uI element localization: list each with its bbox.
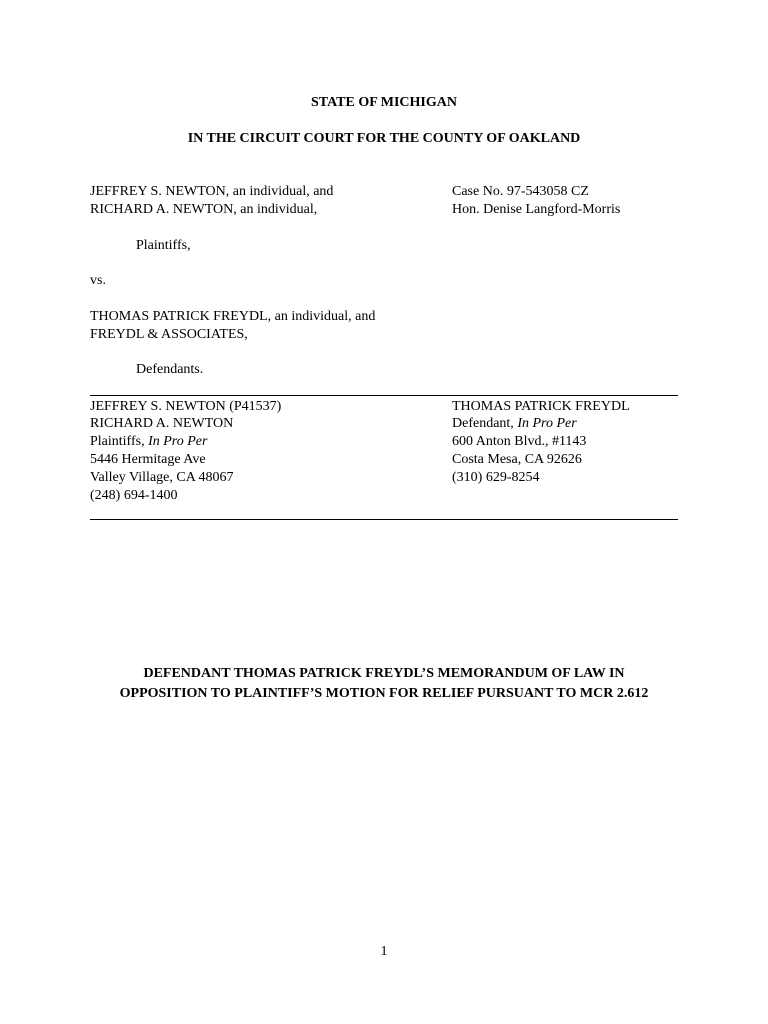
- state-heading: STATE OF MICHIGAN: [311, 95, 457, 110]
- memorandum-title-line-2: OPPOSITION TO PLAINTIFF’S MOTION FOR RELIEF PURSUANT TO MCR 2.612: [119, 686, 649, 701]
- plaintiff-address-2: Valley Village, CA 48067: [90, 470, 234, 485]
- plaintiff-role-italic: In Pro Per: [148, 434, 208, 449]
- plaintiff-role-prefix: Plaintiffs,: [90, 434, 149, 449]
- plaintiff-counsel-role: [90, 433, 207, 451]
- defendant-role-prefix: Defendant,: [452, 416, 518, 431]
- defendant-role-italic: In Pro Per: [517, 416, 577, 431]
- plaintiff-counsel-name-1: JEFFREY S. NEWTON (P41537): [90, 399, 282, 414]
- plaintiff-line-2: RICHARD A. NEWTON, an individual,: [90, 202, 318, 217]
- defendant-line-1: THOMAS PATRICK FREYDL, an individual, and: [90, 309, 376, 324]
- memorandum-title: [60, 664, 708, 704]
- plaintiff-address-1: 5446 Hermitage Ave: [90, 452, 206, 467]
- defendant-phone: (310) 629-8254: [452, 470, 540, 485]
- judge-name: Hon. Denise Langford-Morris: [452, 202, 621, 217]
- defendant-address-1: 600 Anton Blvd., #1143: [452, 434, 587, 449]
- plaintiff-line-1: JEFFREY S. NEWTON, an individual, and: [90, 184, 334, 199]
- caption-divider-bottom: [90, 519, 678, 520]
- plaintiffs-label: Plaintiffs,: [136, 238, 191, 253]
- defendant-counsel-role: [452, 415, 577, 433]
- plaintiff-phone: (248) 694-1400: [90, 488, 178, 503]
- defendants-label: Defendants.: [136, 362, 204, 377]
- defendant-address-2: Costa Mesa, CA 92626: [452, 452, 582, 467]
- caption-divider-top: [90, 395, 678, 396]
- plaintiff-counsel-name-2: RICHARD A. NEWTON: [90, 416, 234, 431]
- case-number: Case No. 97-543058 CZ: [452, 184, 589, 199]
- court-heading: IN THE CIRCUIT COURT FOR THE COUNTY OF OAKLAND: [187, 131, 581, 146]
- defendant-line-2: FREYDL & ASSOCIATES,: [90, 327, 248, 342]
- versus-label: vs.: [90, 273, 106, 288]
- page-number: 1: [380, 944, 388, 959]
- memorandum-title-line-1: DEFENDANT THOMAS PATRICK FREYDL’S MEMORANDUM OF LAW IN: [143, 666, 625, 681]
- defendant-counsel-name: THOMAS PATRICK FREYDL: [452, 399, 630, 414]
